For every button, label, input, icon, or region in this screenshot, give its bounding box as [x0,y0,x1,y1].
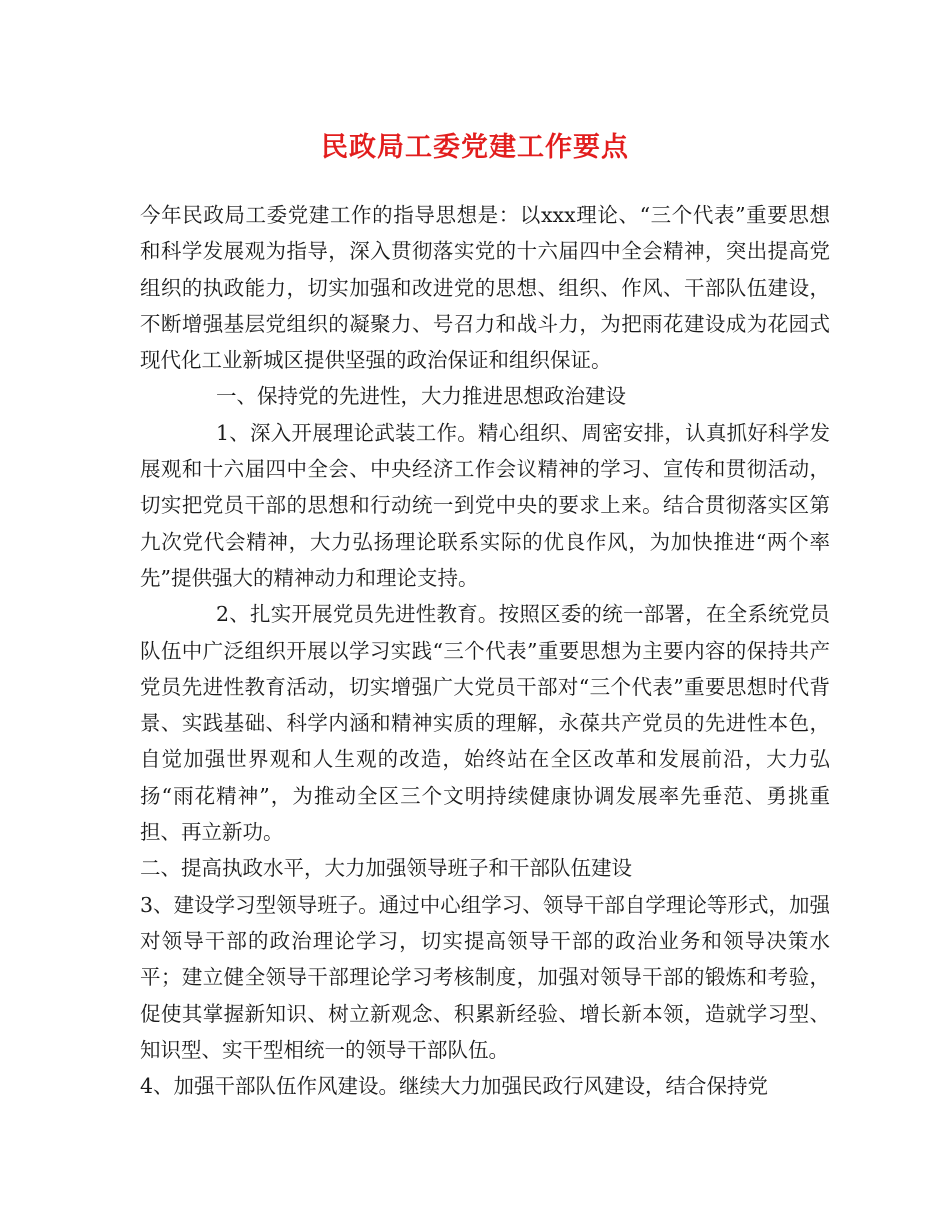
section-heading-2: 二、提高执政水平，大力加强领导班子和干部队伍建设 [140,856,632,881]
document-body [140,197,830,1104]
paragraph-item-2: 2、扎实开展党员先进性教育。按照区委的统一部署，在全系统党员队伍中广泛组织开展以学习实践“三个代表”重要思想为主要内容的保持共产党员先进性教育活动，切实增强广大党员干部对“三个代表”重要思想时代背景、实践基础、科学内涵和精神实质的理解，永葆共产党员的先进性本色，自觉加强世界观和人生观的改造，始终站在全区改革和发展前沿，大力弘扬“雨花精神”，为推动全区三个文明持续健康协调发展率先垂范、勇挑重担、再立新功。 [140,602,830,845]
document-title: 民政局工委党建工作要点 [321,132,629,163]
paragraph-item-4: 4、加强干部队伍作风建设。继续大力加强民政行风建设，结合保持党 [140,1074,769,1099]
paragraph-guiding-ideology: 今年民政局工委党建工作的指导思想是：以xxx理论、“三个代表”重要思想和科学发展观为指导，深入贯彻落实党的十六届四中全会精神，突出提高党组织的执政能力，切实加强和改进党的思想、组织、作风、干部队伍建设，不断增强基层党组织的凝聚力、号召力和战斗力，为把雨花建设成为花园式现代化工业新城区提供坚强的政治保证和组织保证。 [140,203,830,373]
paragraph-item-3: 3、建设学习型领导班子。通过中心组学习、领导干部自学理论等形式，加强对领导干部的政治理论学习，切实提高领导干部的政治业务和领导决策水平；建立健全领导干部理论学习考核制度，加强对领导干部的锻炼和考验，促使其掌握新知识、树立新观念、积累新经验、增长新本领，造就学习型、知识型、实干型相统一的领导干部队伍。 [140,892,830,1062]
paragraph-item-1: 1、深入开展理论武装工作。精心组织、周密安排，认真抓好科学发展观和十六届四中全会、中央经济工作会议精神的学习、宣传和贯彻活动，切实把党员干部的思想和行动统一到党中央的要求上来。结合贯彻落实区第九次党代会精神，大力弘扬理论联系实际的优良作风，为加快推进“两个率先”提供强大的精神动力和理论支持。 [140,420,830,590]
section-heading-1: 一、保持党的先进性，大力推进思想政治建设 [216,384,626,409]
